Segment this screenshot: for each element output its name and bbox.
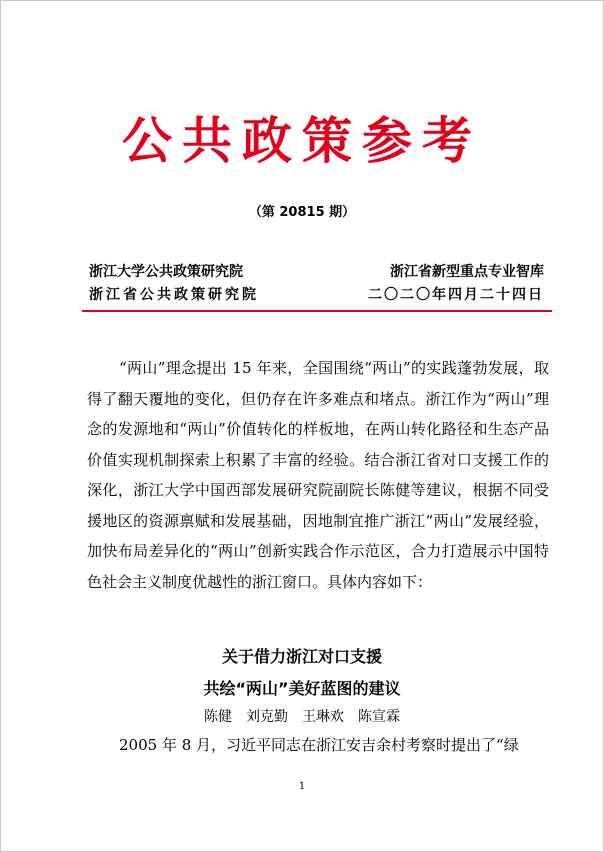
header-divider [82, 310, 552, 312]
article-authors: 陈健 刘克勤 王琳欢 陈宣霖 [204, 709, 400, 725]
abstract-paragraph: “两山”理念提出 15 年来，全国围绕“两山”的实践蓬勃发展，取得了翻天覆地的变化，但仍存在许多难点和堵点。浙江作为“两山”理念的发源地和“两山”价值转化的样板地，在两山转化路径和生态产品价值实现机制探索上积累了丰富的经验。结合浙江省对口支援工作的深化，浙江大学中国西部发展研究院副院长陈健等建议，根据不同受援地区的资源禀赋和发展基础，因地制宜推广浙江“两山”发展经验，加快布局差异化的“两山”创新实践合作示范区，合力打造展示中国特色社会主义制度优越性的浙江窗口。具体内容如下： [87, 359, 549, 591]
publish-date: 二〇二〇年四月二十四日 [368, 287, 544, 303]
issue-number: （第 20815 期） [248, 205, 356, 220]
masthead-title: 公共政策参考 [122, 111, 482, 170]
article-title-line-2: 共绘“两山”美好蓝图的建议 [203, 679, 401, 698]
page-number: 1 [298, 781, 306, 792]
think-tank-label: 浙江省新型重点专业智库 [390, 264, 544, 280]
publisher-zju: 浙江大学公共政策研究院 [89, 264, 243, 280]
article-title-line-1: 关于借力浙江对口支援 [221, 647, 382, 666]
article-body-first-line: 2005 年 8 月，习近平同志在浙江安吉余村考察时提出了“绿 [119, 736, 519, 754]
publisher-provincial: 浙江省公共政策研究院 [89, 287, 259, 303]
